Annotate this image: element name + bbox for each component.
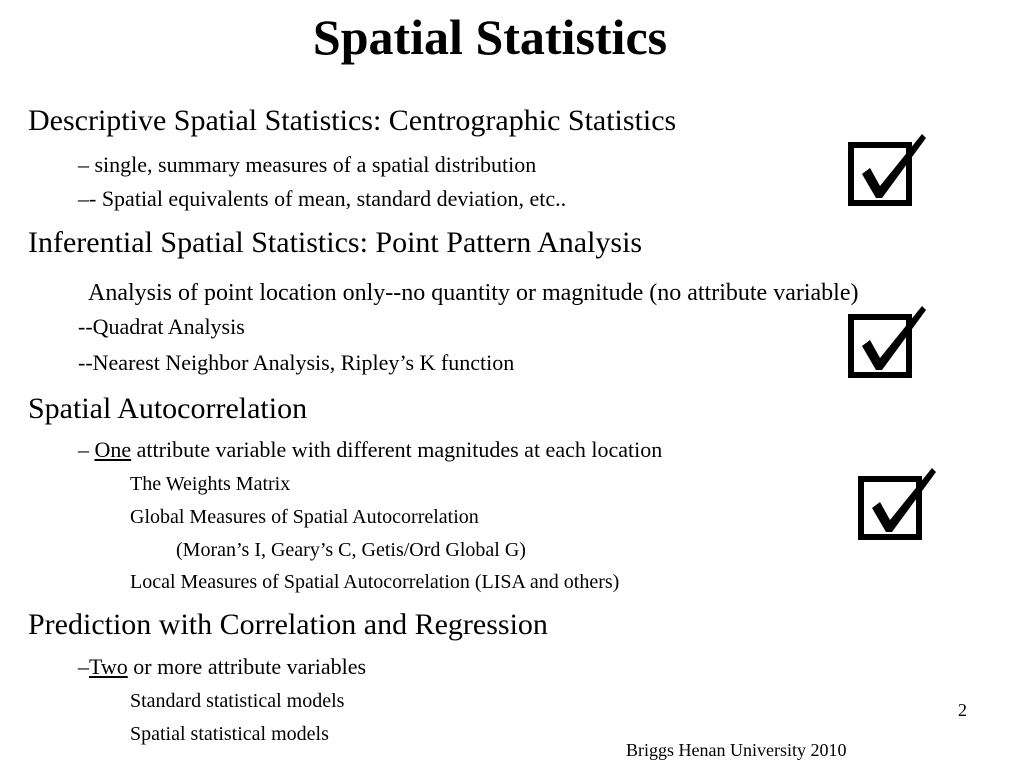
prediction-lead-prefix: – — [78, 654, 89, 679]
prediction-item-spatial: Spatial statistical models — [130, 723, 329, 745]
section-heading-autocorrelation: Spatial Autocorrelation — [28, 392, 308, 425]
autocorrelation-lead — [78, 437, 662, 463]
descriptive-item-summary: – single, summary measures of a spatial distribution — [78, 152, 537, 177]
checkmark-icon — [848, 300, 928, 380]
prediction-lead-emphasis: Two — [89, 654, 128, 679]
checked-box-icon — [848, 142, 912, 206]
inferential-description: Analysis of point location only--no quantity or magnitude (no attribute variable) — [88, 280, 859, 306]
checkmark-icon — [858, 462, 938, 542]
checked-box-icon — [848, 314, 912, 378]
footer-credit: Briggs Henan University 2010 — [626, 740, 847, 760]
autocorrelation-item-local: Local Measures of Spatial Autocorrelation (LISA and others) — [130, 571, 620, 593]
page-number: 2 — [958, 700, 967, 720]
autocorrelation-item-global: Global Measures of Spatial Autocorrelation — [130, 506, 479, 528]
autocorrelation-lead-prefix: – — [78, 437, 95, 462]
autocorrelation-item-weights: The Weights Matrix — [130, 473, 291, 495]
descriptive-item-equivalents: –- Spatial equivalents of mean, standard deviation, etc.. — [78, 186, 567, 211]
prediction-item-standard: Standard statistical models — [130, 690, 345, 712]
prediction-lead — [78, 654, 366, 680]
autocorrelation-item-global-examples: (Moran’s I, Geary’s C, Getis/Ord Global G) — [176, 539, 526, 561]
autocorrelation-lead-rest: attribute variable with different magnitudes at each location — [131, 437, 663, 462]
checked-box-icon — [858, 476, 922, 540]
section-heading-descriptive: Descriptive Spatial Statistics: Centrographic Statistics — [28, 104, 677, 137]
inferential-item-quadrat: --Quadrat Analysis — [78, 314, 245, 339]
section-heading-prediction: Prediction with Correlation and Regression — [28, 608, 548, 641]
autocorrelation-lead-emphasis: One — [94, 437, 132, 462]
checkmark-icon — [848, 128, 928, 208]
section-heading-inferential: Inferential Spatial Statistics: Point Pattern Analysis — [28, 226, 643, 259]
slide-title: Spatial Statistics — [312, 9, 668, 65]
inferential-item-nearest-neighbor: --Nearest Neighbor Analysis, Ripley’s K function — [78, 350, 515, 375]
prediction-lead-rest: or more attribute variables — [127, 654, 367, 679]
